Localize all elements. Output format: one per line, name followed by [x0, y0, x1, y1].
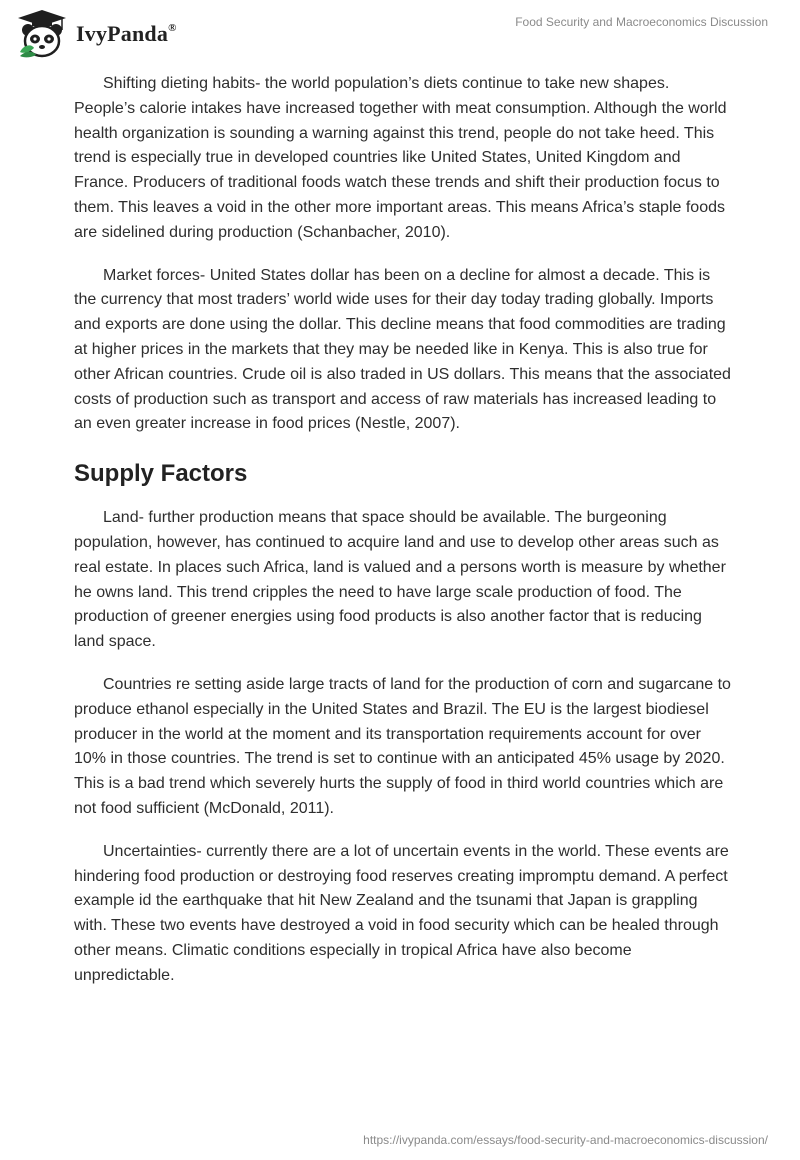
panda-graduate-icon: [14, 8, 70, 60]
page-header: [0, 0, 800, 70]
paragraph-market-forces: Market forces- United States dollar has been on a decline for almost a decade. This is the currency that most traders’ world wide uses for their day today trading globally. Imports and exports are done using the dollar. This decline means that food commodities are trading at higher prices in the markets that they may be needed like in Kenya. This is also true for other African countries. Crude oil is also traded in US dollars. This means that the associated costs of production such as transport and access of raw materials has increased leading to an even greater increase in food prices (Nestle, 2007).: [74, 266, 731, 433]
section-heading-supply-factors: Supply Factors: [74, 460, 248, 488]
paragraph-uncertainties: Uncertainties- currently there are a lot of uncertain events in the world. These events are hindering food production or destroying food reserves creating impromptu demand. A perfect example id the earthquake that hit New Zealand and the tsunami that Japan is grappling with. These two events have destroyed a void in food security which can be healed through other means. Climatic conditions especially in tropical Africa have also become unpredictable.: [74, 842, 729, 984]
paragraph-land: Land- further production means that space should be available. The burgeoning population, however, has continued to acquire land and use to develop other areas such as real estate. In places such Africa, land is valued and a persons worth is measure by whether he owns land. This trend cripples the need to have large scale production of food. The production of greener energies using food products is also another factor that is reducing land space.: [74, 509, 726, 651]
document-title: Food Security and Macroeconomics Discussion: [515, 15, 768, 29]
paragraph-biofuel-land-use: Countries re setting aside large tracts of land for the production of corn and sugarcane to produce ethanol especially in the United States and Brazil. The EU is the largest biodiesel producer in the world at the moment and its transportation requirements account for over 10% in those countries. The trend is set to continue with an anticipated 45% usage by 2020. This is a bad trend which severely hurts the supply of food in third world countries which are not food sufficient (McDonald, 2011).: [74, 675, 731, 817]
logo-wordmark: IvyPanda®: [76, 21, 177, 46]
paragraph-shifting-dieting-habits: Shifting dieting habits- the world population’s diets continue to take new shapes. People’s calorie intakes have increased together with meat consumption. Although the world health organization is sounding a warning against this trend, people do not take heed. This trend is especially true in developed countries like United States, United Kingdom and France. Producers of traditional foods watch these trends and shift their production focus to them. This leaves a void in the other more important areas. This means Africa’s staple foods are sidelined during production (Schanbacher, 2010).: [74, 75, 727, 241]
essay-body: [74, 72, 734, 1007]
source-url[interactable]: https://ivypanda.com/essays/food-security-and-macroeconomics-discussion/: [363, 1133, 768, 1147]
ivypanda-logo[interactable]: [14, 8, 177, 60]
